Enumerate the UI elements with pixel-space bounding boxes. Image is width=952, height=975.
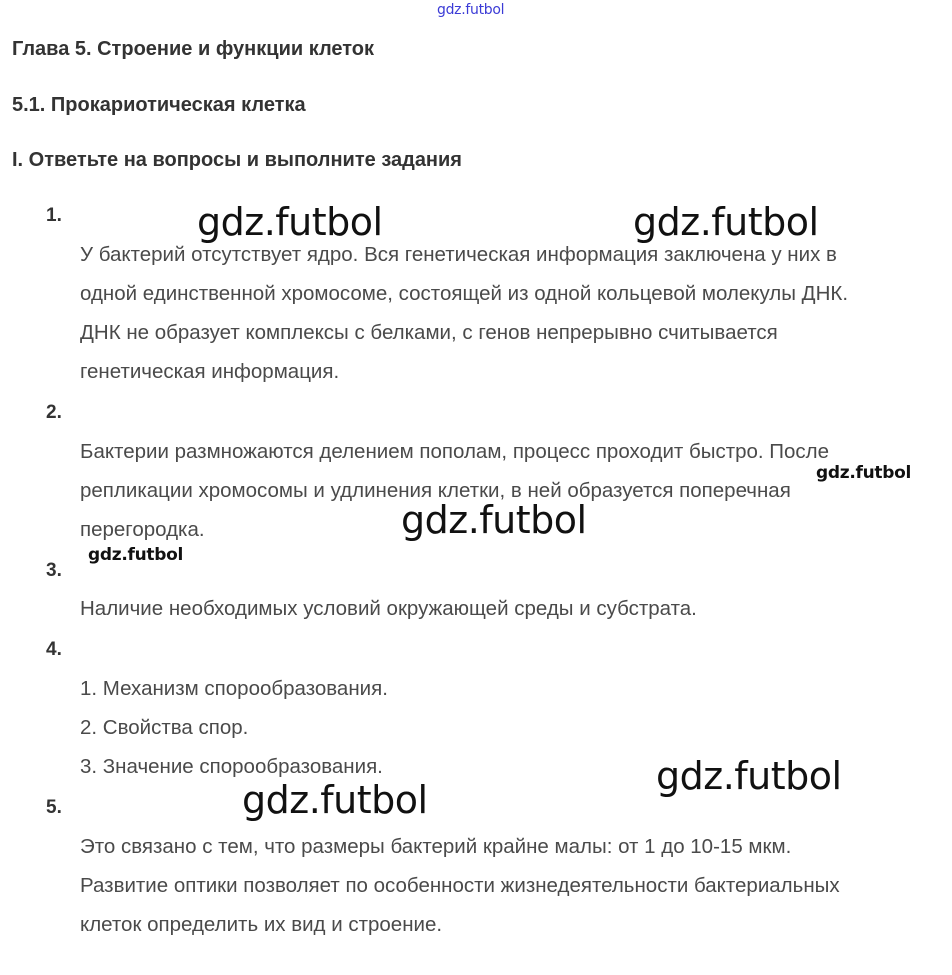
answer-1-line-4: генетическая информация. [80,360,340,383]
watermark-3: gdz.futbol [816,463,911,483]
chapter-title: Глава 5. Строение и функции клеток [12,38,375,60]
answer-1-line-1: У бактерий отсутствует ядро. Вся генетическая информация заключена у них в [80,243,837,266]
answer-2-line-1: Бактерии размножаются делением пополам, процесс проходит быстро. После [80,440,830,463]
answer-text-1 [80,235,848,391]
answer-1-line-2: одной единственной хромосоме, состоящей из одной кольцевой молекулы ДНК. [80,282,849,305]
watermark-4: gdz.futbol [401,498,587,542]
answer-number-4: 4. [46,639,62,660]
watermark-2: gdz.futbol [633,200,819,244]
answer-number-1: 1. [46,205,62,226]
answer-number-2: 2. [46,402,62,423]
answer-5-line-2: Развитие оптики позволяет по особенности жизнедеятельности бактериальных [80,874,840,897]
site-mark: gdz.futbol [437,2,505,18]
watermark-6: gdz.futbol [656,754,842,798]
answer-3-line-1: Наличие необходимых условий окружающей среды и субстрата. [80,597,697,620]
answer-1-line-3: ДНК не образует комплексы с белками, с генов непрерывно считывается [80,321,778,344]
answer-text-2 [80,432,829,549]
watermark-7: gdz.futbol [242,778,428,822]
answer-5-line-1: Это связано с тем, что размеры бактерий крайне малы: от 1 до 10-15 мкм. [80,835,792,858]
answer-4-line-2: 2. Свойства спор. [80,716,249,739]
watermark-5: gdz.futbol [88,545,183,565]
part-title: I. Ответьте на вопросы и выполните задания [12,149,462,171]
answer-number-3: 3. [46,560,62,581]
answer-text-4 [80,669,388,786]
answer-2-line-2: репликации хромосомы и удлинения клетки, в ней образуется поперечная [80,479,791,502]
answer-number-5: 5. [46,797,62,818]
answer-5-line-3: клеток определить их вид и строение. [80,913,443,936]
answer-text-3 [80,589,697,628]
section-title: 5.1. Прокариотическая клетка [12,94,306,116]
answer-4-line-1: 1. Механизм спорообразования. [80,677,388,700]
answer-text-5 [80,827,840,944]
answer-2-line-3: перегородка. [80,518,205,541]
watermark-1: gdz.futbol [197,200,383,244]
answer-4-line-3: 3. Значение спорообразования. [80,755,383,778]
